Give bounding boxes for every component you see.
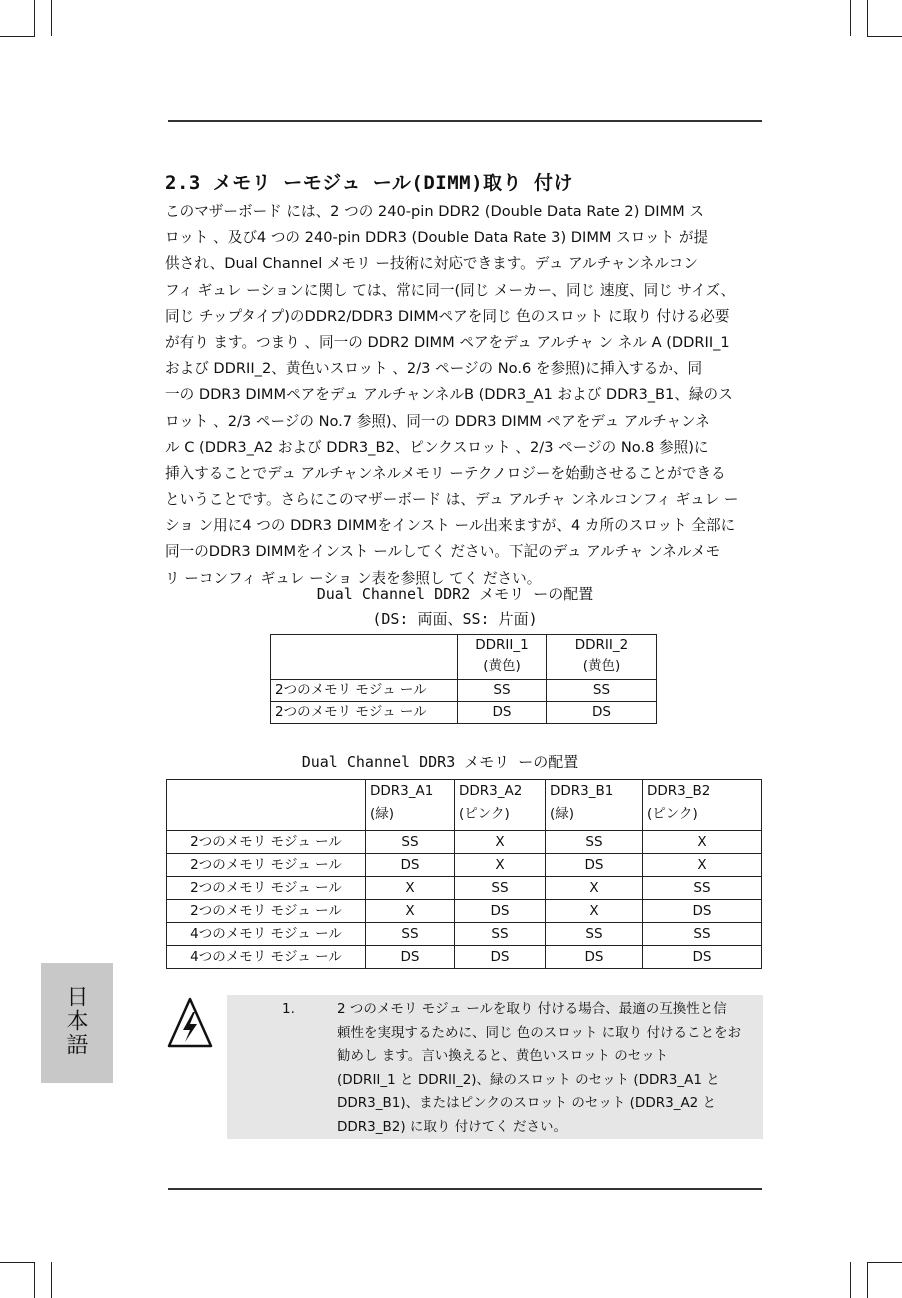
- slot-color: (ピンク): [459, 806, 510, 822]
- crop-mark: [867, 1262, 902, 1263]
- row-label: 2つのメモリ モジュ ール: [167, 877, 366, 900]
- table-cell: SS: [366, 831, 455, 854]
- slot-color: (緑): [550, 806, 575, 822]
- slot-color: (緑): [370, 806, 395, 822]
- table-cell: SS: [366, 923, 455, 946]
- slot-color: (黄色): [582, 658, 621, 674]
- table-cell: X: [546, 877, 643, 900]
- table-cell: DS: [546, 854, 643, 877]
- table-header-row: [167, 780, 762, 831]
- crop-mark: [34, 1262, 35, 1298]
- table-cell: SS: [458, 680, 547, 702]
- language-tab-label: 日本語: [63, 985, 88, 1057]
- ddr2-table-legend: (DS: 両面、SS: 片面): [372, 610, 538, 628]
- paragraph-line: 一の DDR3 DIMMペアをデュ アルチャンネルB (DDR3_A1 および DDR3_B1、緑のス: [165, 386, 733, 404]
- table-cell: SS: [455, 877, 546, 900]
- crop-mark: [867, 36, 902, 37]
- paragraph-line: 挿入することでデュ アルチャンネルメモリ ーテクノロジーを始動させることができる: [165, 464, 726, 482]
- table-row: [271, 702, 657, 724]
- crop-mark: [850, 0, 851, 36]
- table-cell: DS: [455, 946, 546, 969]
- slot-name: DDRII_2: [574, 637, 629, 653]
- table-row: [167, 854, 762, 877]
- note-line: 頼性を実現するために、同じ 色のスロット に取り 付けることをお: [337, 1024, 742, 1041]
- table-cell: X: [546, 900, 643, 923]
- crop-mark: [0, 36, 35, 37]
- table-row: [271, 680, 657, 702]
- paragraph-line: および DDRII_2、黄色いスロット 、2/3 ページの No.6 を参照)に挿入するか、同: [165, 360, 703, 378]
- crop-mark: [51, 0, 52, 36]
- table-cell: DS: [643, 900, 762, 923]
- table-cell: SS: [547, 680, 657, 702]
- crop-mark: [867, 0, 868, 36]
- table-header-cell: [366, 780, 455, 831]
- table-cell: DS: [366, 854, 455, 877]
- slot-name: DDR3_A2: [459, 783, 523, 799]
- row-label: 2つのメモリ モジュ ール: [167, 831, 366, 854]
- slot-color: (黄色): [483, 658, 521, 674]
- table-cell: X: [366, 900, 455, 923]
- table-header-row: [271, 635, 657, 680]
- paragraph-line: ということです。さらにこのマザーボード は、デュ アルチャ ンネルコンフィ ギュレ ー: [165, 491, 739, 509]
- slot-name: DDR3_B1: [550, 783, 614, 799]
- slot-name: DDRII_1: [475, 637, 529, 653]
- table-cell: X: [366, 877, 455, 900]
- ddr2-config-table: [270, 634, 657, 724]
- table-cell: SS: [643, 877, 762, 900]
- paragraph-line: このマザーボード には、2 つの 240-pin DDR2 (Double Data Rate 2) DIMM ス: [165, 203, 704, 220]
- table-cell: SS: [455, 923, 546, 946]
- crop-mark: [34, 0, 35, 36]
- table-corner-cell: [271, 635, 458, 680]
- note-line: (DDRII_1 と DDRII_2)、緑のスロット のセット (DDR3_A1 と: [337, 1071, 720, 1088]
- paragraph-line: リ ーコンフィ ギュレ ーショ ン表を参照し てく ださい。: [165, 569, 542, 587]
- ddr2-table-caption: Dual Channel DDR2 メモリ ーの配置: [316, 585, 594, 603]
- body-paragraph: [165, 199, 765, 592]
- ddr3-table-caption: Dual Channel DDR3 メモリ ーの配置: [301, 753, 579, 771]
- warning-lightning-icon: [166, 996, 214, 1052]
- table-cell: SS: [546, 923, 643, 946]
- paragraph-line: フィ ギュレ ーションに関し ては、常に同一(同じ メーカー、同じ 速度、同じ サイズ、: [165, 281, 736, 299]
- crop-mark: [51, 1262, 52, 1298]
- note-box: [227, 995, 763, 1139]
- slot-name: DDR3_B2: [647, 783, 711, 799]
- row-label: 4つのメモリ モジュ ール: [167, 946, 366, 969]
- row-label: 2つのメモリ モジュ ール: [271, 680, 458, 702]
- table-cell: X: [455, 831, 546, 854]
- table-header-cell: [547, 635, 657, 680]
- slot-name: DDR3_A1: [370, 783, 434, 799]
- note-line: DDR3_B2) に取り 付けてく ださい。: [337, 1118, 568, 1135]
- table-cell: DS: [643, 946, 762, 969]
- paragraph-line: ロット 、及び4 つの 240-pin DDR3 (Double Data Rate 3) DIMM スロット が提: [165, 229, 709, 247]
- table-cell: X: [643, 831, 762, 854]
- row-label: 2つのメモリ モジュ ール: [167, 900, 366, 923]
- table-header-cell: [643, 780, 762, 831]
- paragraph-line: ル C (DDR3_A2 および DDR3_B2、ピンクスロット 、2/3 ページの No.8 参照)に: [165, 438, 709, 456]
- table-cell: DS: [546, 946, 643, 969]
- footer-rule: [168, 1188, 762, 1190]
- table-header-cell: [455, 780, 546, 831]
- table-cell: DS: [455, 900, 546, 923]
- language-tab: [41, 963, 113, 1083]
- table-cell: DS: [458, 702, 547, 724]
- note-line: DDR3_B1)、またはピンクのスロット のセット (DDR3_A2 と: [337, 1095, 717, 1112]
- table-row: [167, 900, 762, 923]
- crop-mark: [850, 1262, 851, 1298]
- slot-color: (ピンク): [647, 806, 698, 822]
- table-row: [167, 831, 762, 854]
- paragraph-line: 同一のDDR3 DIMMをインスト ールしてく ださい。下記のデュ アルチャ ンネルメモ: [165, 543, 721, 561]
- table-row: [167, 923, 762, 946]
- row-label: 2つのメモリ モジュ ール: [271, 702, 458, 724]
- note-number: 1.: [282, 1001, 295, 1017]
- table-cell: X: [643, 854, 762, 877]
- note-line: 2 つのメモリ モジュ ールを取り 付ける場合、最適の互換性と信: [337, 1001, 727, 1017]
- note-line: 勧めし ます。言い換えると、黄色いスロット のセット: [337, 1048, 669, 1065]
- paragraph-line: 供され、Dual Channel メモリ ー技術に対応できます。デュ アルチャンネルコン: [165, 255, 698, 273]
- table-row: [167, 946, 762, 969]
- note-text: [337, 998, 767, 1140]
- ddr3-config-table: [166, 779, 762, 969]
- crop-mark: [0, 1262, 35, 1263]
- table-row: [167, 877, 762, 900]
- paragraph-line: ロット 、2/3 ページの No.7 参照)、同一の DDR3 DIMM ペアをデュ アルチャンネ: [165, 412, 710, 430]
- section-title: 2.3 メモリ ーモジュ ール(DIMM)取り 付け: [165, 172, 573, 194]
- paragraph-line: が有り ます。つまり 、同一の DDR2 DIMM ペアをデュ アルチャ ン ネル A (DDRII_1: [165, 333, 730, 351]
- row-label: 4つのメモリ モジュ ール: [167, 923, 366, 946]
- paragraph-line: ショ ン用に4 つの DDR3 DIMMをインスト ール出来ますが、4 カ所のスロット 全部に: [165, 517, 736, 535]
- row-label: 2つのメモリ モジュ ール: [167, 854, 366, 877]
- crop-mark: [867, 1262, 868, 1298]
- table-cell: DS: [366, 946, 455, 969]
- table-cell: DS: [547, 702, 657, 724]
- table-cell: X: [455, 854, 546, 877]
- table-corner-cell: [167, 780, 366, 831]
- table-cell: SS: [643, 923, 762, 946]
- table-header-cell: [546, 780, 643, 831]
- header-rule: [168, 120, 762, 122]
- paragraph-line: 同じ チップタイプ)のDDR2/DDR3 DIMMペアを同じ 色のスロット に取り 付ける必要: [165, 307, 730, 325]
- table-header-cell: [458, 635, 547, 680]
- table-cell: SS: [546, 831, 643, 854]
